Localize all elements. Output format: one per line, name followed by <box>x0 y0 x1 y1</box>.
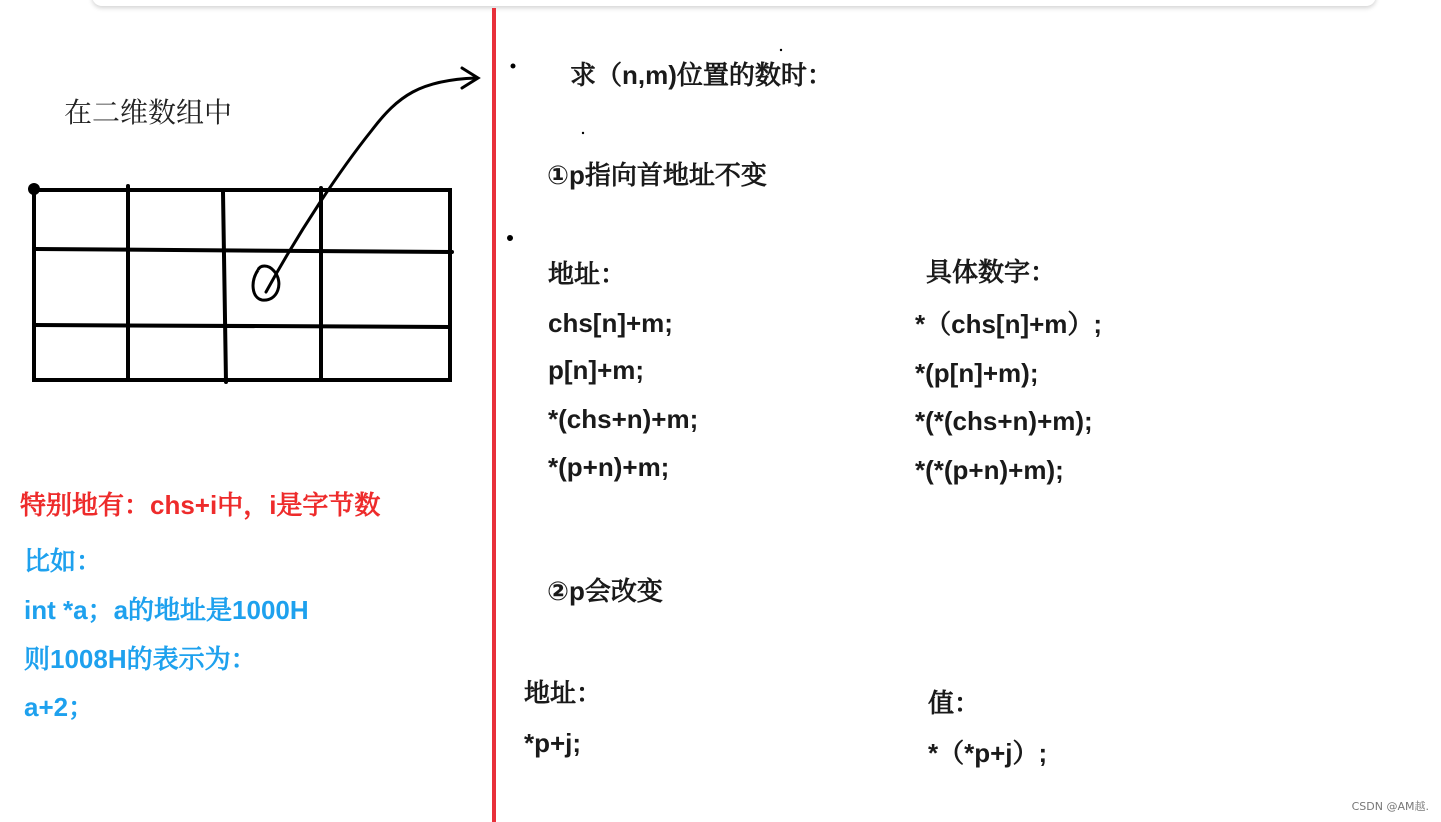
example-line-3: a+2； <box>24 692 95 722</box>
case1-value-4: *(*(p+n)+m); <box>915 455 1064 485</box>
grid-corner-dot <box>28 183 40 195</box>
case1-address-label: 地址： <box>548 259 627 289</box>
case2-value: *（*p+j）; <box>928 738 1048 768</box>
section-title: 求（n,m)位置的数时： <box>570 60 833 90</box>
case1-address-2: p[n]+m; <box>548 355 645 385</box>
special-note: 特别地有：chs+i中，i是字节数 <box>20 490 381 520</box>
case2-address-label: 地址： <box>524 678 603 708</box>
case1-value-label: 具体数字： <box>926 257 1057 287</box>
array-grid-drawing <box>34 186 452 382</box>
curved-arrow <box>266 78 476 292</box>
example-line-1: int *a；a的地址是1000H <box>24 595 309 625</box>
case1-heading: ①p指向首地址不变 <box>547 160 767 190</box>
case2-heading: ②p会改变 <box>547 576 663 606</box>
case1-address-3: *(chs+n)+m; <box>548 404 699 434</box>
case1-address-4: *(p+n)+m; <box>548 452 670 482</box>
case2-value-label: 值： <box>928 688 981 718</box>
case1-value-2: *(p[n]+m); <box>915 358 1039 388</box>
csdn-watermark: CSDN @AM越. <box>1351 800 1429 813</box>
red-divider-line <box>492 8 496 822</box>
example-line-2: 则1008H的表示为： <box>24 644 257 674</box>
caption-2d-array: 在二维数组中 <box>64 97 233 128</box>
case1-address-1: chs[n]+m; <box>548 308 673 338</box>
example-title: 比如： <box>24 546 103 576</box>
cell-marker-circle <box>253 266 279 300</box>
case2-address: *p+j; <box>524 728 582 758</box>
case1-value-1: *（chs[n]+m）; <box>915 309 1103 339</box>
case1-value-3: *(*(chs+n)+m); <box>915 406 1093 436</box>
